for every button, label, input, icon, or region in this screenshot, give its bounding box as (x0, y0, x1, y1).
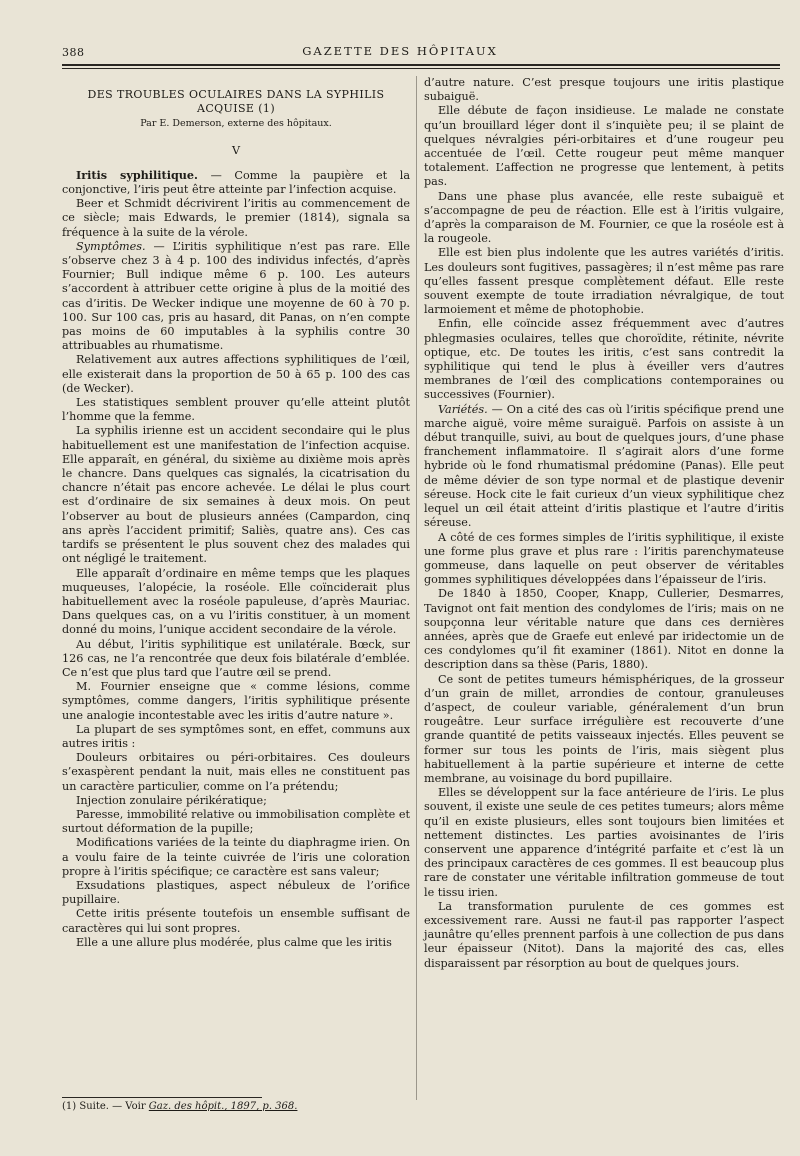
paragraph (62, 168, 410, 197)
paragraph: Beer et Schmidt décrivirent l’iritis au commencement de ce siècle; mais Edwards, le premier (1814), signala sa fréquence à la suite de la vérole. (62, 197, 410, 239)
paragraph-text: — On a cité des cas où l’iritis spécifique prend une marche aiguë, voire même suraiguë. Parfois on assiste à un début tranquille, suivi, au bout de quelques jours, d’une phase franchement inflammatoire. Il s’agirait alors d’une forme hybride où le fond rhumatismal prédomine (Panas). Elle peut de même dévier de son type normal et de plastique devenir séreuse. Hock cite le fait curieux d’un vieux syphilitique chez lequel un œil était atteint d’iritis plastique et l’autre d’iritis séreuse. (424, 402, 784, 530)
paragraph: La plupart de ses symptômes sont, en effet, communs aux autres iritis : (62, 722, 410, 750)
section-numeral: V (231, 143, 241, 157)
paragraph: Paresse, immobilité relative ou immobilisation complète et surtout déformation de la pupille; (62, 807, 410, 836)
paragraph: Ce sont de petites tumeurs hémisphériques, de la grosseur d’un grain de millet, arrondies de contour, granuleuses d’aspect, de couleur variable, généralement d’un brun rougeâtre. Leur surface irrégulière est recouverte d’une grande quantité de petits vaisseaux injectés. Elles peuvent se former sur tous les points de l’iris, mais siègent plus habituellement à la partie supérieure et interne de cette membrane, au voisinage du bord pupillaire. (424, 672, 784, 785)
paragraph: Injection zonulaire périkératique; (76, 793, 267, 807)
header-rule-thick (62, 64, 780, 66)
paragraph: Elle a une allure plus modérée, plus calme que les iritis (76, 935, 392, 949)
paragraph: Relativement aux autres affections syphilitiques de l’œil, elle existerait dans la proportion de 50 à 65 p. 100 des cas (de Wecker). (62, 353, 410, 395)
subsection-heading: Symptômes. (76, 239, 146, 253)
footnote-text: (1) Suite. — Voir (62, 1101, 149, 1112)
paragraph (62, 240, 410, 354)
paragraph (424, 403, 784, 531)
paragraph: d’autre nature. C’est presque toujours une iritis plastique subaiguë. (424, 76, 784, 104)
page-number: 388 (62, 46, 85, 59)
paragraph: A côté de ces formes simples de l’iritis syphilitique, il existe une forme plus grave et plus rare : l’iritis parenchymateuse gommeuse, dans laquelle on peut observer de véritables gommes syphilitiques développées dans l’épaisseur de l’iris. (424, 530, 784, 587)
subsection-heading: Variétés. (438, 402, 488, 416)
article-title: DES TROUBLES OCULAIRES DANS LA SYPHILIS ACQUISE (1) (87, 88, 385, 116)
left-column (62, 76, 410, 950)
paragraph: Elle est bien plus indolente que les autres variétés d’iritis. Les douleurs sont fugitives, passagères; il n’est même pas rare qu’elles fassent presque complètement défaut. Elle reste souvent exempte de toute irradiation névralgique, de tout larmoiement et même de photophobie. (424, 246, 784, 317)
paragraph: Modifications variées de la teinte du diaphragme irien. On a voulu faire de la teinte cuivrée de l’iris une coloration propre à l’iritis spécifique; ce caractère est sans valeur; (62, 836, 410, 878)
footnote (62, 1101, 297, 1112)
paragraph: De 1840 à 1850, Cooper, Knapp, Cullerier, Desmarres, Tavignot ont fait mention des condylomes de l’iris; mais on ne soupçonna leur véritable nature que dans ces dernières années, après que de Graefe eut enlevé par iridectomie un de ces condylomes qu’il fit examiner (1861). Nitot en donne la description dans sa thèse (Paris, 1880). (424, 587, 784, 672)
paragraph: Exsudations plastiques, aspect nébuleux de l’orifice pupillaire. (62, 878, 410, 907)
footnote-reference: Gaz. des hôpit., 1897, p. 368. (148, 1101, 298, 1112)
footnote-rule (62, 1097, 262, 1098)
paragraph: Elle apparaît d’ordinaire en même temps que les plaques muqueuses, l’alopécie, la roséole. Elle coïnciderait plus habituellement avec la roséole papuleuse, d’après Mauriac. Dans quelques cas, on a vu l’iritis constituer, à un moment donné du moins, l’unique accident secondaire de la vérole. (62, 566, 410, 637)
paragraph: Dans une phase plus avancée, elle reste subaiguë et s’accompagne de peu de réaction. Elle est à l’iritis vulgaire, d’après la comparaison de M. Fournier, ce que la roséole est à la rougeole. (424, 189, 784, 246)
paragraph: La syphilis irienne est un accident secondaire qui le plus habituellement est une manifestation de l’infection acquise. Elle apparaît, en général, du sixième au dixième mois après le chancre. Dans quelques cas signalés, la cicatrisation du chancre n’était pas encore achevée. Le délai le plus court est d’ordinaire de six semaines à deux mois. On peut l’observer au bout de plusieurs années (Campardon, cinq ans après l’accident primitif; Saliès, quatre ans). Ces cas tardifs se présentent le plus souvent chez des malades qui ont négligé le traitement. (62, 424, 410, 566)
paragraph: Douleurs orbitaires ou péri-orbitaires. Ces douleurs s’exaspèrent pendant la nuit, mais elles ne constituent pas un caractère particulier, comme on l’a prétendu; (62, 751, 410, 793)
paragraph-text: — Comme la paupière et la conjonctive, l’iris peut être atteinte par l’infection acquise. (62, 168, 410, 197)
header-rule-thin (62, 68, 780, 69)
paragraph: Au début, l’iritis syphilitique est unilatérale. Bœck, sur 126 cas, ne l’a rencontrée que deux fois bilatérale d’emblée. Ce n’est que plus tard que l’autre œil se prend. (62, 637, 410, 679)
article-byline: Par E. Demerson, externe des hôpitaux. (140, 118, 332, 130)
paragraph: Elle débute de façon insidieuse. Le malade ne constate qu’un brouillard léger dont il s’inquiète peu; il se plaint de quelques névralgies péri-orbitaires et d’une rougeur peu accentuée de l’œil. Cette rougeur peut même manquer totalement. L’affection ne progresse que lentement, à petits pas. (424, 104, 784, 189)
section-heading: Iritis syphilitique. (76, 167, 198, 182)
paragraph-text: — L’iritis syphilitique n’est pas rare. Elle s’observe chez 3 à 4 p. 100 des individus infectés, d’après Fournier; Bull indique même 6 p. 100. Les auteurs s’accordent à attribuer cette origine à plus de la moitié des cas d’iritis. De Wecker indique une moyenne de 60 à 70 p. 100. Sur 100 cas, pris au hasard, dit Panas, on n’en compte pas moins de 60 imputables à la syphilis contre 30 attribuables au rhumatisme. (62, 239, 410, 353)
paragraph: Les statistiques semblent prouver qu’elle atteint plutôt l’homme que la femme. (62, 396, 410, 424)
right-column (424, 76, 784, 971)
paragraph: Enfin, elle coïncide assez fréquemment avec d’autres phlegmasies oculaires, telles que choroïdite, rétinite, névrite optique, etc. De toutes les iritis, c’est sans contredit la syphilitique qui tend le plus à éveiller vers d’autres membranes de l’œil des complications contemporaines ou successives (Fournier). (424, 317, 784, 402)
paragraph: Cette iritis présente toutefois un ensemble suffisant de caractères qui lui sont propres. (62, 907, 410, 935)
running-title: GAZETTE DES HÔPITAUX (302, 44, 498, 58)
column-divider (416, 76, 417, 1100)
paragraph: La transformation purulente de ces gommes est excessivement rare. Aussi ne faut-il pas rapporter l’aspect jaunâtre qu’elles prennent parfois à une collection de pus dans leur épaisseur (Nitot). Dans la majorité des cas, elles disparaissent par résorption au bout de quelques jours. (424, 899, 784, 970)
paragraph: M. Fournier enseigne que « comme lésions, comme symptômes, comme dangers, l’iritis syphilitique présente une analogie incontestable avec les iritis d’autre nature ». (62, 680, 410, 722)
paragraph: Elles se développent sur la face antérieure de l’iris. Le plus souvent, il existe une seule de ces petites tumeurs; alors même qu’il en existe plusieurs, elles sont toujours bien limitées et nettement distinctes. Les parties avoisinantes de l’iris conservent une apparence d’intégrité parfaite et c’est là un des principaux caractères de ces gommes. Il est beaucoup plus rare de constater une véritable infiltration gommeuse de tout le tissu irien. (424, 786, 784, 899)
